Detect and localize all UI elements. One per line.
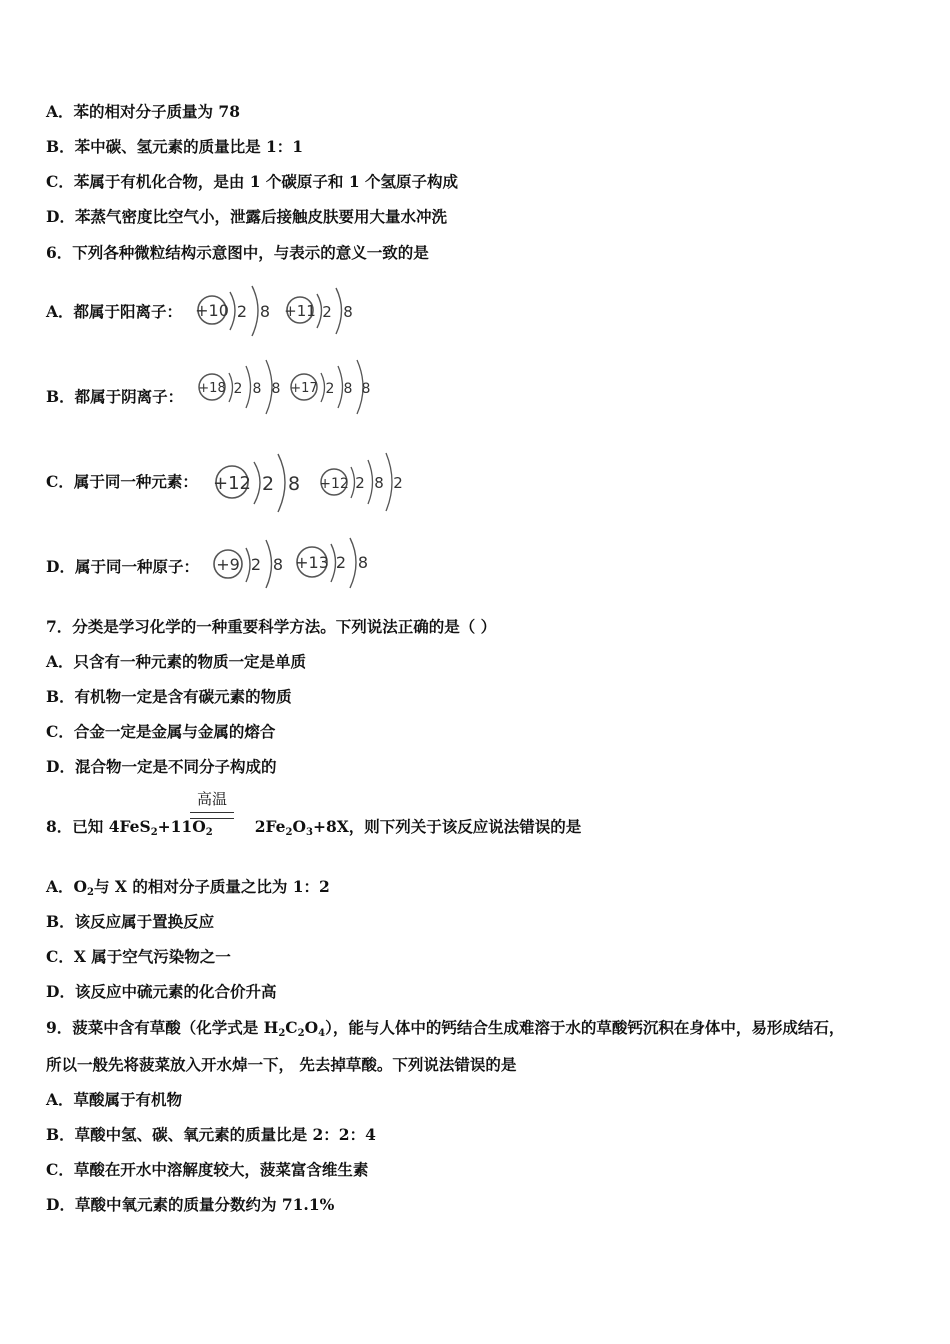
- shell-label: 2: [355, 474, 365, 492]
- nucleus-label: +12: [319, 476, 349, 492]
- nucleus-label: +17: [290, 381, 318, 396]
- q6-option-c-label: C．属于同一种元素：: [46, 472, 198, 491]
- atom-diagram-a1: [195, 286, 270, 336]
- q7-stem: 7．分类是学习化学的一种重要科学方法。下列说法正确的是（ ）: [46, 617, 497, 636]
- q5-option-b: B．苯中碳、氢元素的质量比是 1：1: [46, 137, 304, 156]
- nucleus-label: +9: [216, 555, 240, 574]
- q8-option-d: D．该反应中硫元素的化合价升高: [46, 982, 277, 1001]
- q8-option-a: A．$O_2$与 X 的相对分子质量之比为 1：2: [46, 877, 330, 898]
- q6-option-a-diagrams: [192, 284, 367, 344]
- shell-label: 2: [236, 302, 248, 321]
- shell-label: 8: [357, 553, 369, 572]
- nucleus-label: +11: [284, 302, 316, 320]
- reaction-condition: 高温: [190, 790, 234, 819]
- shell-label: 8: [252, 381, 262, 397]
- q6-option-a-label: A．都属于阳离子：: [46, 302, 183, 321]
- q6-option-b-diagrams: [194, 358, 379, 424]
- q9-stem-line2: 所以一般先将菠菜放入开水焯一下， 先去掉草酸。下列说法错误的是: [46, 1055, 517, 1074]
- atom-diagram-c2: [319, 453, 403, 511]
- nucleus-label: +13: [295, 553, 329, 572]
- q8-option-b: B．该反应属于置换反应: [46, 912, 215, 931]
- q8-stem: 8．已知 $4FeS_2+11O_2$ $2Fe_2O_3+8X$，则下列关于该反应说法错误的是: [46, 817, 582, 838]
- nucleus-label: +10: [195, 301, 229, 320]
- q7-option-b: B．有机物一定是含有碳元素的物质: [46, 687, 292, 706]
- q9-option-a: A．草酸属于有机物: [46, 1090, 183, 1109]
- q9-option-d: D．草酸中氧元素的质量分数约为 71.1%: [46, 1195, 335, 1214]
- shell-label: 2: [261, 473, 275, 495]
- q9-option-c: C．草酸在开水中溶解度较大，菠菜富含维生素: [46, 1160, 369, 1179]
- atom-diagram-b2: [290, 360, 370, 414]
- q7-option-d: D．混合物一定是不同分子构成的: [46, 757, 277, 776]
- q9-stem-line1: 9．菠菜中含有草酸（化学式是 $H_2C_2O_4$），能与人体中的钙结合生成难溶于水的草酸钙沉积在身体中，易形成结石，: [46, 1018, 845, 1039]
- q5-option-d: D．苯蒸气密度比空气小，泄露后接触皮肤要用大量水冲洗: [46, 207, 447, 226]
- nucleus-label: +18: [198, 381, 226, 396]
- shell-label: 2: [250, 555, 262, 574]
- shell-label: 8: [343, 303, 353, 321]
- shell-label: 8: [287, 473, 301, 495]
- atom-diagram-a2: [284, 288, 353, 334]
- q6-stem: 6．下列各种微粒结构示意图中，与表示的意义一致的是: [46, 243, 429, 262]
- shell-label: 2: [233, 381, 243, 397]
- q6-option-d-label: D．属于同一种原子：: [46, 557, 199, 576]
- shell-label: 8: [259, 302, 271, 321]
- shell-label: 8: [271, 381, 281, 397]
- shell-label: 8: [343, 381, 353, 397]
- q6-option-c-diagrams: [212, 450, 412, 520]
- nucleus-label: +12: [213, 473, 251, 494]
- shell-label: 8: [374, 474, 384, 492]
- shell-label: 2: [393, 474, 403, 492]
- shell-label: 2: [325, 381, 335, 397]
- q5-option-a: A．苯的相对分子质量为 78: [46, 102, 240, 121]
- atom-diagram-d2: [295, 538, 368, 588]
- atom-diagram-b1: [198, 360, 280, 414]
- atom-diagram-d1: [214, 540, 283, 588]
- shell-label: 8: [361, 381, 371, 397]
- shell-label: 2: [322, 303, 332, 321]
- q9-option-b: B．草酸中氢、碳、氧元素的质量比是 2：2：4: [46, 1125, 376, 1144]
- q6-option-d-diagrams: [208, 536, 378, 596]
- q5-option-c: C．苯属于有机化合物，是由 1 个碳原子和 1 个氢原子构成: [46, 172, 459, 191]
- q6-option-b-label: B．都属于阴离子：: [46, 387, 184, 406]
- shell-label: 8: [272, 555, 284, 574]
- q8-option-c: C．X 属于空气污染物之一: [46, 947, 231, 966]
- q7-option-c: C．合金一定是金属与金属的熔合: [46, 722, 276, 741]
- q7-option-a: A．只含有一种元素的物质一定是单质: [46, 652, 307, 671]
- shell-label: 2: [335, 553, 347, 572]
- atom-diagram-c1: [213, 454, 300, 512]
